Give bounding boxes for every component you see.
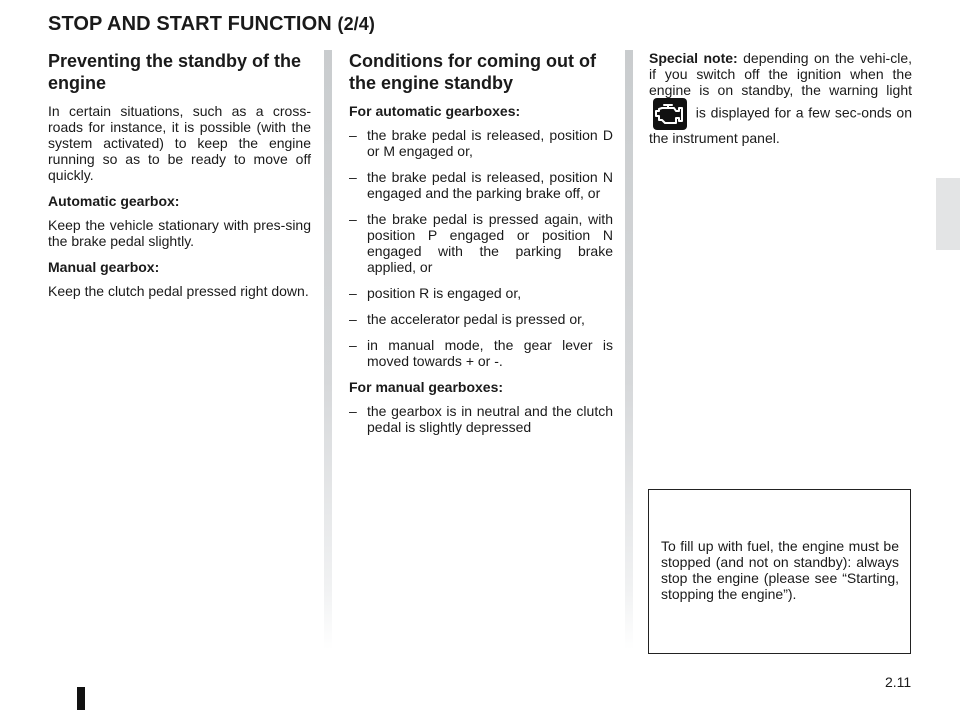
warning-box: [648, 489, 911, 654]
list-item: – the accelerator pedal is pressed or,: [349, 311, 613, 327]
section-heading: Preventing the standby of the engine: [48, 51, 302, 93]
column-divider: [625, 50, 633, 650]
warning-text: To fill up with fuel, the engine must be stopped (and not on standby): always stop the engine (please see “Starting, stopping the engine”).: [661, 538, 899, 602]
special-note-text-end: is displayed for a few sec-onds on the instrument panel.: [649, 104, 913, 146]
page-title: [48, 13, 375, 36]
section-heading: Conditions for coming out of the engine standby: [349, 51, 596, 93]
corner-mark: [77, 687, 85, 710]
chapter-tab: [936, 178, 960, 250]
list-item: – position R is engaged or,: [349, 285, 613, 301]
column-preventing-standby: [48, 50, 311, 309]
list-item: – the brake pedal is released, position N engaged and the parking brake off, or: [349, 169, 613, 201]
list-item: – the brake pedal is pressed again, with position P engaged or position N engaged with the parking brake applied, or: [349, 211, 613, 275]
manual-gearboxes-label: For manual gearboxes:: [349, 379, 504, 395]
column-special-note: [649, 50, 912, 156]
list-item: – the gearbox is in neutral and the clutch pedal is slightly depressed: [349, 403, 613, 435]
special-note-paragraph: [649, 50, 912, 146]
intro-paragraph: In certain situations, such as a cross-roads for instance, it is possible (with the system activated) to keep the engine running so as to be ready to move off quickly.: [48, 103, 311, 183]
list-item: – in manual mode, the gear lever is moved towards + or -.: [349, 337, 613, 369]
manual-gearbox-text: Keep the clutch pedal pressed right down.: [48, 283, 309, 299]
column-coming-out-of-standby: [349, 50, 613, 445]
page-number: 2.11: [885, 674, 912, 690]
list-item: – the brake pedal is released, position D or M engaged or,: [349, 127, 613, 159]
automatic-gearbox-label: Automatic gearbox:: [48, 193, 180, 209]
automatic-gearbox-text: Keep the vehicle stationary with pres-sing the brake pedal slightly.: [48, 217, 311, 249]
page-title-text: STOP AND START FUNCTION: [48, 13, 332, 35]
automatic-gearboxes-label: For automatic gearboxes:: [349, 103, 521, 119]
page-part-indicator: (2/4): [337, 14, 375, 34]
automatic-conditions-list: [349, 127, 613, 369]
special-note-label: Special note:: [649, 50, 738, 66]
special-note-text: depending on the vehi-cle, if you switch off the ignition when the engine is on standby, the warning light: [649, 50, 912, 98]
manual-conditions-list: [349, 403, 613, 435]
column-divider: [324, 50, 332, 650]
manual-gearbox-label: Manual gearbox:: [48, 259, 160, 275]
engine-warning-icon: [653, 98, 687, 130]
